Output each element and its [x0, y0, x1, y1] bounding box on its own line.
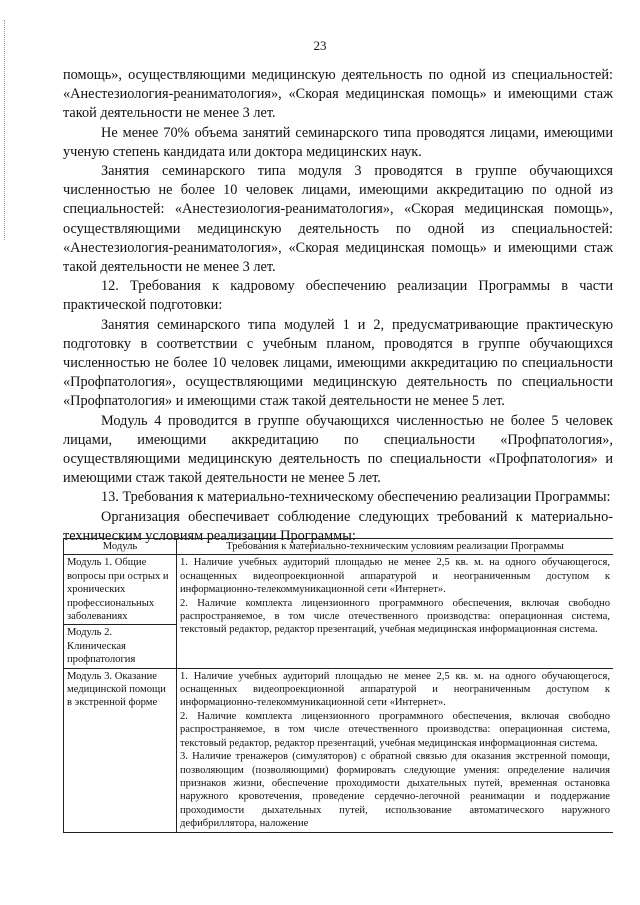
- requirement-item: 1. Наличие учебных аудиторий площадью не менее 2,5 кв. м. на одного обучающегося, оснащенных видеопроекционной аппаратурой и неограниченным доступом к информационно-телекоммуникационной сети «Интернет».: [180, 557, 610, 596]
- module-name: Модуль 3. Оказание медицинской помощи в экстренной форме: [67, 670, 166, 709]
- requirement-item: 2. Наличие комплекта лицензионного программного обеспечения, включая свободно распространяемое, в том числе отечественного производства: операционная система, текстовый редактор, редактор презентаций, учебная медицинская информационная система.: [180, 597, 610, 636]
- module-cell: [64, 668, 177, 832]
- header-requirements: Требования к материально-техническим условиям реализации Программы: [177, 539, 614, 555]
- table-row: [64, 668, 614, 832]
- table-header-row: [64, 539, 614, 555]
- section-heading-12: 12. Требования к кадровому обеспечению реализации Программы в части практической подготовки:: [63, 278, 613, 314]
- page-number: 23: [313, 38, 327, 53]
- paragraph: Не менее 70% объема занятий семинарского типа проводятся лицами, имеющими ученую степень кандидата или доктора медицинских наук.: [63, 124, 613, 160]
- paragraph: Организация обеспечивает соблюдение следующих требований к материально-техническим условиям реализации Программы:: [63, 508, 613, 544]
- requirement-item: 1. Наличие учебных аудиторий площадью не менее 2,5 кв. м. на одного обучающегося, оснащенных видеопроекционной аппаратурой и неограниченным доступом к информационно-телекоммуникационной сети «Интернет».: [180, 670, 610, 709]
- paragraph: Модуль 4 проводится в группе обучающихся численностью не более 5 человек лицами, имеющими аккредитацию по специальности «Профпатология», осуществляющими медицинскую деятельность по специальности «Профпатология» и имеющими стаж такой деятельности не менее 5 лет.: [63, 412, 613, 487]
- paragraph: помощь», осуществляющими медицинскую деятельность по одной из специальностей: «Анестезиология-реаниматология», «Скорая медицинская помощь» и имеющими стаж такой деятельности не менее 3 лет.: [63, 67, 613, 122]
- requirements-table: [63, 538, 613, 833]
- header-module: Модуль: [64, 539, 177, 555]
- requirement-item: 2. Наличие комплекта лицензионного программного обеспечения, включая свободно распространяемое, в том числе отечественного производства: операционная система, текстовый редактор, редактор презентаций, учебная медицинская информационная система.: [180, 710, 610, 749]
- document-body: [63, 66, 613, 546]
- requirements-cell: [177, 668, 614, 832]
- requirements-table-container: [63, 538, 613, 905]
- module-name: Модуль 2. Клиническая профпатология: [64, 624, 176, 667]
- module-cell: [64, 555, 177, 668]
- paragraph: Занятия семинарского типа модуля 3 проводятся в группе обучающихся численностью не более 10 человек лицами, имеющими аккредитацию по одной из специальностей: «Анестезиология-реаниматология», «Скорая медицинская помощь», осуществляющими медицинскую деятельность по одной из специальностей: «Анестезиология-реаниматология», «Скорая медицинская помощь» и имеющими стаж такой деятельности не менее 3 лет.: [63, 163, 613, 276]
- module-name: Модуль 1. Общие вопросы при острых и хронических профессиональных заболеваниях: [67, 557, 169, 623]
- section-heading-13: 13. Требования к материально-техническому обеспечению реализации Программы:: [101, 489, 611, 506]
- paragraph: Занятия семинарского типа модулей 1 и 2, предусматривающие практическую подготовку в соответствии с учебным планом, проводятся в группе обучающихся численностью не более 10 человек лицами, имеющими аккредитацию по специальности «Профпатология», осуществляющими медицинскую деятельность по специальности «Профпатология» и имеющими стаж такой деятельности не менее 5 лет.: [63, 316, 613, 410]
- requirements-cell: [177, 555, 614, 668]
- requirement-item: 3. Наличие тренажеров (симуляторов) с обратной связью для оказания экстренной помощи, позволяющим (позволяющими) формировать следующие умения: определение наличия признаков жизни, обеспечение проходимости дыхательных путей, временная остановка наружного кровотечения, проведение сердечно-легочной реанимации и поддержание проходимости дыхательных путей, использование автоматического наружного дефибриллятора, наложение: [180, 751, 610, 830]
- table-row: [64, 555, 614, 668]
